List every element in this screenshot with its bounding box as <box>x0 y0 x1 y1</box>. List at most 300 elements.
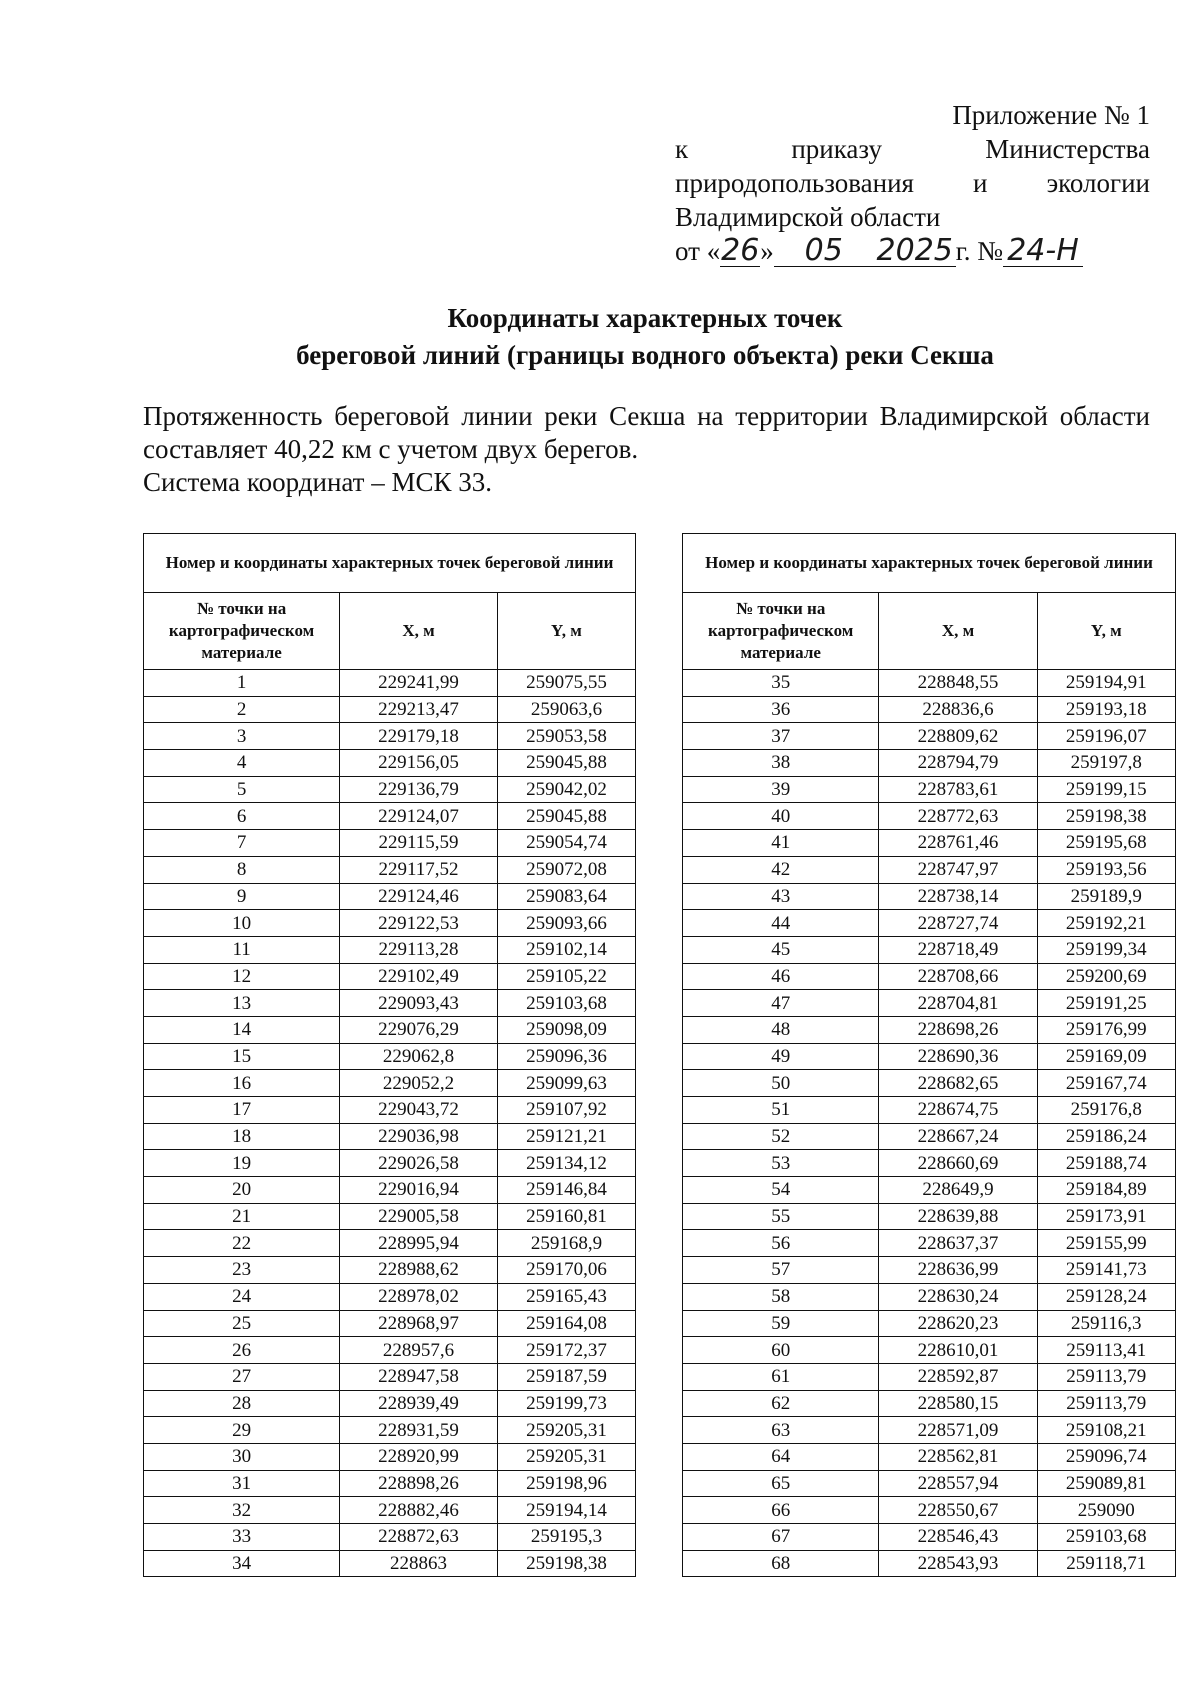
table-row <box>144 1257 636 1284</box>
table-row <box>683 830 1176 857</box>
table-row <box>144 1097 636 1124</box>
x-coordinate-cell: 228978,02 <box>340 1283 498 1310</box>
x-coordinate-cell: 228546,43 <box>879 1524 1037 1551</box>
table-row <box>683 776 1176 803</box>
point-number-cell: 36 <box>683 696 879 723</box>
appendix-word: экологии <box>1046 168 1150 198</box>
point-number-cell: 53 <box>683 1150 879 1177</box>
y-coordinate-cell: 259116,3 <box>1037 1310 1175 1337</box>
y-coordinate-cell: 259186,24 <box>1037 1123 1175 1150</box>
shoreline-length-paragraph: Протяженность береговой линии реки Секша на территории Владимирской области составляет 40,22 км с учетом двух берегов. <box>143 401 1150 464</box>
table-body-right <box>683 670 1176 1577</box>
y-coordinate-cell: 259194,91 <box>1037 670 1175 697</box>
y-coordinate-cell: 259160,81 <box>497 1203 635 1230</box>
x-coordinate-cell: 228674,75 <box>879 1097 1037 1124</box>
y-coordinate-cell: 259155,99 <box>1037 1230 1175 1257</box>
y-coordinate-cell: 259191,25 <box>1037 990 1175 1017</box>
y-coordinate-cell: 259176,99 <box>1037 1016 1175 1043</box>
x-coordinate-cell: 228690,36 <box>879 1043 1037 1070</box>
appendix-block <box>675 98 1150 268</box>
y-coordinate-cell: 259164,08 <box>497 1310 635 1337</box>
document-title <box>140 300 1150 374</box>
x-coordinate-cell: 228794,79 <box>879 750 1037 777</box>
table-row <box>144 1390 636 1417</box>
y-coordinate-cell: 259090 <box>1037 1497 1175 1524</box>
x-coordinate-cell: 228968,97 <box>340 1310 498 1337</box>
coordinate-system: Система координат – МСК 33. <box>143 467 492 497</box>
point-number-cell: 66 <box>683 1497 879 1524</box>
y-coordinate-cell: 259103,68 <box>1037 1524 1175 1551</box>
y-coordinate-cell: 259093,66 <box>497 910 635 937</box>
table-row <box>144 990 636 1017</box>
date-prefix: от « <box>675 236 721 266</box>
y-coordinate-cell: 259045,88 <box>497 803 635 830</box>
x-header: X, м <box>340 593 498 670</box>
x-coordinate-cell: 229052,2 <box>340 1070 498 1097</box>
table-row <box>144 1550 636 1577</box>
x-coordinate-cell: 229124,07 <box>340 803 498 830</box>
x-coordinate-cell: 228630,24 <box>879 1283 1037 1310</box>
y-coordinate-cell: 259042,02 <box>497 776 635 803</box>
table-row <box>144 670 636 697</box>
point-number-cell: 55 <box>683 1203 879 1230</box>
y-coordinate-cell: 259199,15 <box>1037 776 1175 803</box>
x-coordinate-cell: 229241,99 <box>340 670 498 697</box>
point-number-cell: 24 <box>144 1283 340 1310</box>
point-number-cell: 43 <box>683 883 879 910</box>
x-coordinate-cell: 228667,24 <box>879 1123 1037 1150</box>
table-row <box>683 1203 1176 1230</box>
point-number-cell: 28 <box>144 1390 340 1417</box>
point-number-cell: 57 <box>683 1257 879 1284</box>
x-coordinate-cell: 228543,93 <box>879 1550 1037 1577</box>
table-row <box>144 1203 636 1230</box>
table-row <box>144 1150 636 1177</box>
point-number-cell: 62 <box>683 1390 879 1417</box>
x-coordinate-cell: 228571,09 <box>879 1417 1037 1444</box>
point-number-cell: 65 <box>683 1470 879 1497</box>
point-number-cell: 29 <box>144 1417 340 1444</box>
y-coordinate-cell: 259199,73 <box>497 1390 635 1417</box>
y-coordinate-cell: 259197,8 <box>1037 750 1175 777</box>
x-coordinate-cell: 228957,6 <box>340 1337 498 1364</box>
x-coordinate-cell: 228727,74 <box>879 910 1037 937</box>
table-row <box>144 883 636 910</box>
point-number-cell: 64 <box>683 1443 879 1470</box>
x-coordinate-cell: 229076,29 <box>340 1016 498 1043</box>
coordinates-table-right <box>682 533 1176 1577</box>
x-coordinate-cell: 228620,23 <box>879 1310 1037 1337</box>
x-coordinate-cell: 228704,81 <box>879 990 1037 1017</box>
y-coordinate-cell: 259099,63 <box>497 1070 635 1097</box>
point-number-cell: 12 <box>144 963 340 990</box>
x-coordinate-cell: 228882,46 <box>340 1497 498 1524</box>
table-row <box>144 1470 636 1497</box>
x-coordinate-cell: 228898,26 <box>340 1470 498 1497</box>
table-row <box>144 1443 636 1470</box>
point-number-cell: 5 <box>144 776 340 803</box>
table-row <box>683 670 1176 697</box>
table-row <box>144 1283 636 1310</box>
x-coordinate-cell: 228682,65 <box>879 1070 1037 1097</box>
x-coordinate-cell: 228592,87 <box>879 1363 1037 1390</box>
y-coordinate-cell: 259102,14 <box>497 936 635 963</box>
x-coordinate-cell: 228747,97 <box>879 856 1037 883</box>
x-coordinate-cell: 228931,59 <box>340 1417 498 1444</box>
appendix-region: Владимирской области <box>675 202 941 232</box>
y-coordinate-cell: 259118,71 <box>1037 1550 1175 1577</box>
point-number-cell: 34 <box>144 1550 340 1577</box>
point-number-cell: 7 <box>144 830 340 857</box>
title-line: береговой линий (границы водного объекта) реки Секша <box>296 340 994 370</box>
y-coordinate-cell: 259165,43 <box>497 1283 635 1310</box>
intro-text <box>143 400 1150 499</box>
point-number-cell: 15 <box>144 1043 340 1070</box>
x-coordinate-cell: 228995,94 <box>340 1230 498 1257</box>
point-number-cell: 41 <box>683 830 879 857</box>
table-row <box>144 1337 636 1364</box>
table-row <box>144 1043 636 1070</box>
y-coordinate-cell: 259113,79 <box>1037 1390 1175 1417</box>
y-coordinate-cell: 259146,84 <box>497 1177 635 1204</box>
point-number-cell: 20 <box>144 1177 340 1204</box>
x-coordinate-cell: 228939,49 <box>340 1390 498 1417</box>
y-coordinate-cell: 259113,41 <box>1037 1337 1175 1364</box>
order-date-line <box>675 234 1150 268</box>
x-coordinate-cell: 228809,62 <box>879 723 1037 750</box>
point-number-cell: 27 <box>144 1363 340 1390</box>
point-number-cell: 51 <box>683 1097 879 1124</box>
date-quote-close: » <box>760 236 774 266</box>
table-body-left <box>144 670 636 1577</box>
table-row <box>144 1417 636 1444</box>
x-coordinate-cell: 228772,63 <box>879 803 1037 830</box>
x-coordinate-cell: 228738,14 <box>879 883 1037 910</box>
y-coordinate-cell: 259083,64 <box>497 883 635 910</box>
table-row <box>683 1230 1176 1257</box>
table-row <box>144 830 636 857</box>
x-coordinate-cell: 228708,66 <box>879 963 1037 990</box>
table-row <box>683 990 1176 1017</box>
point-number-cell: 54 <box>683 1177 879 1204</box>
table-row <box>683 1417 1176 1444</box>
table-row <box>683 883 1176 910</box>
y-coordinate-cell: 259045,88 <box>497 750 635 777</box>
y-coordinate-cell: 259187,59 <box>497 1363 635 1390</box>
table-row <box>144 1230 636 1257</box>
table-row <box>683 1016 1176 1043</box>
point-number-cell: 10 <box>144 910 340 937</box>
table-row <box>144 936 636 963</box>
table-row <box>683 696 1176 723</box>
y-coordinate-cell: 259075,55 <box>497 670 635 697</box>
point-number-cell: 21 <box>144 1203 340 1230</box>
table-row <box>144 723 636 750</box>
x-coordinate-cell: 229136,79 <box>340 776 498 803</box>
point-number-cell: 3 <box>144 723 340 750</box>
table-row <box>683 1150 1176 1177</box>
y-coordinate-cell: 259192,21 <box>1037 910 1175 937</box>
x-coordinate-cell: 229122,53 <box>340 910 498 937</box>
point-number-cell: 59 <box>683 1310 879 1337</box>
table-row <box>144 1524 636 1551</box>
appendix-line-ministry <box>675 166 1150 200</box>
x-coordinate-cell: 228872,63 <box>340 1524 498 1551</box>
x-header: X, м <box>879 593 1037 670</box>
point-number-cell: 46 <box>683 963 879 990</box>
point-number-cell: 22 <box>144 1230 340 1257</box>
y-coordinate-cell: 259188,74 <box>1037 1150 1175 1177</box>
y-coordinate-cell: 259134,12 <box>497 1150 635 1177</box>
point-number-cell: 42 <box>683 856 879 883</box>
x-coordinate-cell: 228637,37 <box>879 1230 1037 1257</box>
appendix-number: Приложение № 1 <box>952 100 1150 130</box>
y-coordinate-cell: 259173,91 <box>1037 1203 1175 1230</box>
y-coordinate-cell: 259063,6 <box>497 696 635 723</box>
y-coordinate-cell: 259194,14 <box>497 1497 635 1524</box>
table-row <box>144 1123 636 1150</box>
y-coordinate-cell: 259167,74 <box>1037 1070 1175 1097</box>
y-coordinate-cell: 259189,9 <box>1037 883 1175 910</box>
table-row <box>144 1016 636 1043</box>
table-row <box>683 1310 1176 1337</box>
x-coordinate-cell: 229124,46 <box>340 883 498 910</box>
y-coordinate-cell: 259169,09 <box>1037 1043 1175 1070</box>
table-row <box>683 750 1176 777</box>
table-row <box>683 1177 1176 1204</box>
y-coordinate-cell: 259205,31 <box>497 1443 635 1470</box>
y-coordinate-cell: 259089,81 <box>1037 1470 1175 1497</box>
x-coordinate-cell: 228783,61 <box>879 776 1037 803</box>
handwritten-order-number: 24-Н <box>1003 236 1083 267</box>
x-coordinate-cell: 228660,69 <box>879 1150 1037 1177</box>
table-row <box>683 1257 1176 1284</box>
table-row <box>144 856 636 883</box>
x-coordinate-cell: 228562,81 <box>879 1443 1037 1470</box>
x-coordinate-cell: 228649,9 <box>879 1177 1037 1204</box>
y-coordinate-cell: 259205,31 <box>497 1417 635 1444</box>
y-coordinate-cell: 259107,92 <box>497 1097 635 1124</box>
point-number-cell: 14 <box>144 1016 340 1043</box>
point-number-cell: 4 <box>144 750 340 777</box>
y-coordinate-cell: 259184,89 <box>1037 1177 1175 1204</box>
y-header: Y, м <box>497 593 635 670</box>
table-row <box>683 1070 1176 1097</box>
x-coordinate-cell: 229036,98 <box>340 1123 498 1150</box>
x-coordinate-cell: 228761,46 <box>879 830 1037 857</box>
x-coordinate-cell: 229115,59 <box>340 830 498 857</box>
appendix-word: и <box>973 168 988 198</box>
table-row <box>683 910 1176 937</box>
table-row <box>683 1524 1176 1551</box>
table-row <box>683 936 1176 963</box>
table-row <box>144 1310 636 1337</box>
x-coordinate-cell: 228639,88 <box>879 1203 1037 1230</box>
y-coordinate-cell: 259121,21 <box>497 1123 635 1150</box>
table-row <box>683 1363 1176 1390</box>
x-coordinate-cell: 228836,6 <box>879 696 1037 723</box>
y-coordinate-cell: 259198,96 <box>497 1470 635 1497</box>
point-number-cell: 31 <box>144 1470 340 1497</box>
x-coordinate-cell: 228580,15 <box>879 1390 1037 1417</box>
title-line: Координаты характерных точек <box>447 303 843 333</box>
point-number-cell: 25 <box>144 1310 340 1337</box>
y-coordinate-cell: 259193,18 <box>1037 696 1175 723</box>
point-number-cell: 60 <box>683 1337 879 1364</box>
point-number-cell: 50 <box>683 1070 879 1097</box>
y-coordinate-cell: 259113,79 <box>1037 1363 1175 1390</box>
point-number-cell: 56 <box>683 1230 879 1257</box>
x-coordinate-cell: 228988,62 <box>340 1257 498 1284</box>
point-number-cell: 9 <box>144 883 340 910</box>
point-number-cell: 2 <box>144 696 340 723</box>
point-number-header: № точки на картографическом материале <box>683 593 879 670</box>
x-coordinate-cell: 229062,8 <box>340 1043 498 1070</box>
appendix-word: Министерства <box>985 134 1150 164</box>
point-number-cell: 47 <box>683 990 879 1017</box>
x-coordinate-cell: 229043,72 <box>340 1097 498 1124</box>
y-coordinate-cell: 259195,3 <box>497 1524 635 1551</box>
x-coordinate-cell: 229102,49 <box>340 963 498 990</box>
table-row <box>683 803 1176 830</box>
point-number-cell: 18 <box>144 1123 340 1150</box>
point-number-cell: 61 <box>683 1363 879 1390</box>
table-row <box>683 1097 1176 1124</box>
table-row <box>683 1043 1176 1070</box>
point-number-cell: 16 <box>144 1070 340 1097</box>
x-coordinate-cell: 229113,28 <box>340 936 498 963</box>
y-coordinate-cell: 259103,68 <box>497 990 635 1017</box>
table-group-header: Номер и координаты характерных точек береговой линии <box>144 534 636 593</box>
x-coordinate-cell: 228636,99 <box>879 1257 1037 1284</box>
table-row <box>144 776 636 803</box>
table-row <box>144 803 636 830</box>
table-row <box>144 1177 636 1204</box>
table-row <box>144 750 636 777</box>
x-coordinate-cell: 229093,43 <box>340 990 498 1017</box>
appendix-word: природопользования <box>675 168 914 198</box>
point-number-cell: 32 <box>144 1497 340 1524</box>
handwritten-day: 26 <box>721 233 760 268</box>
table-row <box>683 1443 1176 1470</box>
x-coordinate-cell: 229213,47 <box>340 696 498 723</box>
point-number-header: № точки на картографическом материале <box>144 593 340 670</box>
table-row <box>683 1390 1176 1417</box>
handwritten-month: 05 <box>774 236 874 267</box>
table-row <box>683 723 1176 750</box>
coordinates-table-left <box>143 533 636 1577</box>
point-number-cell: 11 <box>144 936 340 963</box>
x-coordinate-cell: 228848,55 <box>879 670 1037 697</box>
point-number-cell: 44 <box>683 910 879 937</box>
appendix-word: приказу <box>791 134 883 164</box>
y-coordinate-cell: 259176,8 <box>1037 1097 1175 1124</box>
table-row <box>683 1123 1176 1150</box>
y-coordinate-cell: 259072,08 <box>497 856 635 883</box>
table-row <box>683 1550 1176 1577</box>
y-coordinate-cell: 259141,73 <box>1037 1257 1175 1284</box>
table-row <box>144 910 636 937</box>
point-number-cell: 48 <box>683 1016 879 1043</box>
y-coordinate-cell: 259054,74 <box>497 830 635 857</box>
y-coordinate-cell: 259128,24 <box>1037 1283 1175 1310</box>
x-coordinate-cell: 228550,67 <box>879 1497 1037 1524</box>
y-coordinate-cell: 259105,22 <box>497 963 635 990</box>
point-number-cell: 58 <box>683 1283 879 1310</box>
y-coordinate-cell: 259098,09 <box>497 1016 635 1043</box>
table-row <box>144 696 636 723</box>
point-number-cell: 13 <box>144 990 340 1017</box>
point-number-cell: 38 <box>683 750 879 777</box>
point-number-cell: 1 <box>144 670 340 697</box>
point-number-cell: 45 <box>683 936 879 963</box>
point-number-cell: 37 <box>683 723 879 750</box>
x-coordinate-cell: 228557,94 <box>879 1470 1037 1497</box>
point-number-cell: 33 <box>144 1524 340 1551</box>
x-coordinate-cell: 229005,58 <box>340 1203 498 1230</box>
y-coordinate-cell: 259096,74 <box>1037 1443 1175 1470</box>
x-coordinate-cell: 229179,18 <box>340 723 498 750</box>
y-coordinate-cell: 259196,07 <box>1037 723 1175 750</box>
appendix-word: к <box>675 134 689 164</box>
x-coordinate-cell: 228947,58 <box>340 1363 498 1390</box>
appendix-line-order <box>675 132 1150 166</box>
point-number-cell: 52 <box>683 1123 879 1150</box>
y-coordinate-cell: 259096,36 <box>497 1043 635 1070</box>
y-header: Y, м <box>1037 593 1175 670</box>
table-row <box>144 1070 636 1097</box>
table-row <box>144 1363 636 1390</box>
x-coordinate-cell: 228610,01 <box>879 1337 1037 1364</box>
table-row <box>683 856 1176 883</box>
x-coordinate-cell: 229156,05 <box>340 750 498 777</box>
y-coordinate-cell: 259200,69 <box>1037 963 1175 990</box>
x-coordinate-cell: 228718,49 <box>879 936 1037 963</box>
point-number-cell: 19 <box>144 1150 340 1177</box>
table-row <box>683 1337 1176 1364</box>
handwritten-year: 2025 <box>874 236 956 267</box>
point-number-cell: 30 <box>144 1443 340 1470</box>
point-number-cell: 17 <box>144 1097 340 1124</box>
x-coordinate-cell: 228863 <box>340 1550 498 1577</box>
x-coordinate-cell: 229026,58 <box>340 1150 498 1177</box>
y-coordinate-cell: 259195,68 <box>1037 830 1175 857</box>
y-coordinate-cell: 259108,21 <box>1037 1417 1175 1444</box>
table-row <box>144 963 636 990</box>
table-row <box>683 1497 1176 1524</box>
x-coordinate-cell: 229016,94 <box>340 1177 498 1204</box>
table-row <box>683 1470 1176 1497</box>
point-number-cell: 49 <box>683 1043 879 1070</box>
point-number-cell: 8 <box>144 856 340 883</box>
x-coordinate-cell: 228698,26 <box>879 1016 1037 1043</box>
order-number-prefix: г. № <box>955 236 1003 266</box>
point-number-cell: 63 <box>683 1417 879 1444</box>
x-coordinate-cell: 228920,99 <box>340 1443 498 1470</box>
x-coordinate-cell: 229117,52 <box>340 856 498 883</box>
y-coordinate-cell: 259193,56 <box>1037 856 1175 883</box>
y-coordinate-cell: 259199,34 <box>1037 936 1175 963</box>
y-coordinate-cell: 259170,06 <box>497 1257 635 1284</box>
point-number-cell: 67 <box>683 1524 879 1551</box>
point-number-cell: 68 <box>683 1550 879 1577</box>
y-coordinate-cell: 259198,38 <box>497 1550 635 1577</box>
y-coordinate-cell: 259172,37 <box>497 1337 635 1364</box>
table-group-header: Номер и координаты характерных точек береговой линии <box>683 534 1176 593</box>
y-coordinate-cell: 259168,9 <box>497 1230 635 1257</box>
point-number-cell: 39 <box>683 776 879 803</box>
table-row <box>144 1497 636 1524</box>
